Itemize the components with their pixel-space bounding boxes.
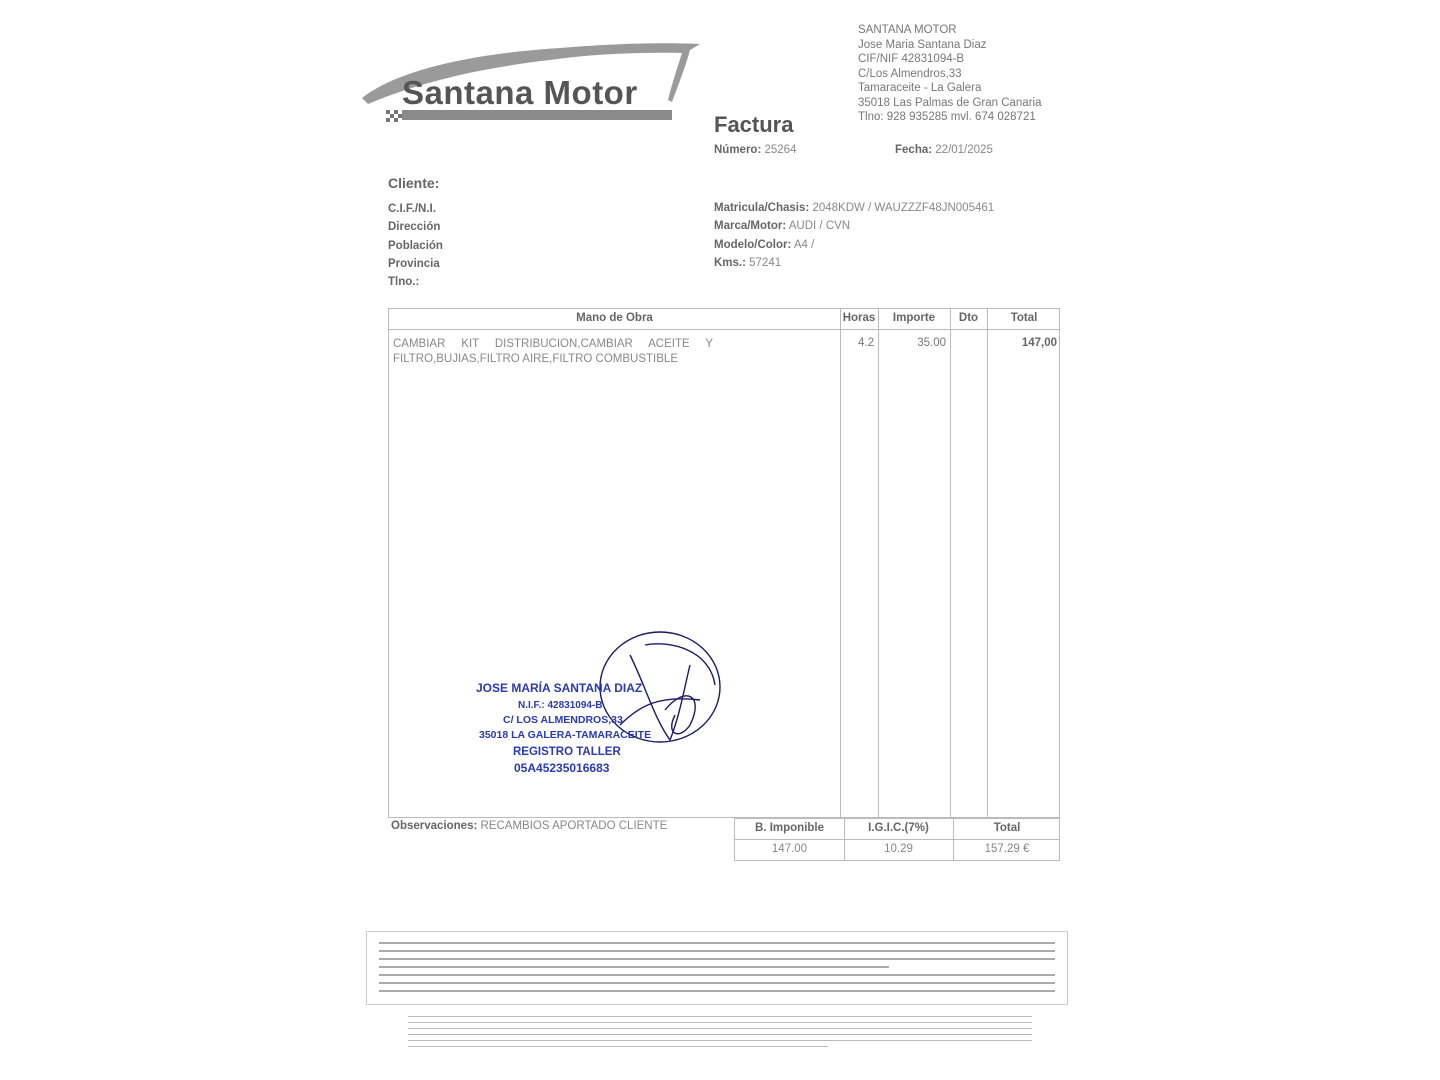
- line-item-amount: 35.00: [917, 337, 946, 349]
- vehicle-kms-label: Kms.:: [714, 256, 746, 269]
- client-heading: Cliente:: [388, 175, 440, 191]
- fine-print-line: [408, 1034, 1032, 1035]
- fine-print-line: [379, 942, 1055, 944]
- grand-total-value: 157.29 €: [984, 843, 1030, 855]
- invoice-date: [895, 144, 993, 156]
- fine-print-line: [379, 958, 1055, 960]
- company-line: Jose Maria Santana Diaz: [858, 38, 987, 51]
- client-phone-label: Tlno.:: [388, 276, 420, 289]
- column-divider: [840, 309, 841, 817]
- client-city-label: Población: [388, 239, 443, 252]
- tax-label: I.G.I.C.(7%): [868, 822, 929, 834]
- stamp-line: N.I.F.: 42831094-B: [518, 700, 603, 711]
- fine-print-line: [408, 1046, 828, 1047]
- fine-print-line: [379, 974, 1055, 976]
- invoice-date-label: Fecha:: [895, 144, 933, 156]
- line-item-hours: 4.2: [858, 337, 874, 349]
- company-line: C/Los Almendros,33: [858, 67, 962, 80]
- company-line: Tlno: 928 935285 mvl. 674 028721: [858, 111, 1036, 123]
- client-address-label: Dirección: [388, 221, 441, 234]
- fine-print-line: [408, 1016, 1032, 1017]
- vehicle-plate-value: 2048KDW / WAUZZZF48JN005461: [812, 202, 995, 214]
- company-logo: [360, 38, 705, 126]
- observations-label: Observaciones:: [391, 820, 478, 832]
- vehicle-model-value: A4 /: [793, 238, 815, 251]
- invoice-date-value: 22/01/2025: [935, 144, 993, 156]
- company-stamp: [470, 625, 730, 785]
- fine-print-line: [379, 966, 889, 968]
- base-value: 147.00: [771, 843, 808, 855]
- observations: [391, 820, 667, 832]
- tax-value: 10.29: [884, 843, 913, 855]
- company-info: [858, 23, 1041, 125]
- company-line: CIF/NIF 42831094-B: [858, 53, 965, 65]
- vehicle-model-label: Modelo/Color:: [714, 238, 792, 251]
- header-description: Mano de Obra: [576, 312, 653, 324]
- fine-print-line: [408, 1022, 1032, 1023]
- base-label: B. Imponible: [755, 822, 824, 834]
- fine-print-line: [379, 982, 1055, 984]
- invoice-number-value: 25264: [764, 144, 797, 156]
- stamp-line: 05A45235016683: [514, 761, 610, 775]
- header-amount: Importe: [892, 312, 936, 324]
- stamp-line: 35018 LA GALERA-TAMARACEITE: [479, 729, 652, 741]
- document-title: Factura: [714, 112, 794, 137]
- grand-total-label: Total: [993, 822, 1021, 834]
- header-discount: Dto: [958, 312, 979, 324]
- column-divider: [987, 309, 988, 817]
- stamp-line: C/ LOS ALMENDROS,33: [503, 714, 623, 726]
- stamp-line: REGISTRO TALLER: [513, 746, 621, 758]
- vehicle-fields: [714, 199, 994, 272]
- fine-print-line: [379, 950, 1055, 952]
- company-line: 35018 Las Palmas de Gran Canaria: [858, 96, 1042, 109]
- client-province-label: Provincia: [388, 257, 440, 270]
- vehicle-plate-label: Matricula/Chasis:: [714, 202, 810, 214]
- line-item-description: CAMBIAR KIT DISTRIBUCION,CAMBIAR ACEITE Y FILTRO,BUJIAS,FILTRO AIRE,FILTRO COMBUSTIBLE: [393, 338, 713, 365]
- invoice-number-label: Número:: [714, 144, 762, 156]
- company-line: SANTANA MOTOR: [858, 24, 957, 36]
- column-divider: [878, 309, 879, 817]
- fine-print-line: [408, 1040, 1032, 1041]
- data-protection-notice: [408, 1013, 1036, 1053]
- logo-text: Santana Motor: [402, 74, 638, 111]
- company-line: Tamaraceite - La Galera: [858, 82, 982, 94]
- legal-notice: [366, 931, 1068, 1005]
- totals-table: [734, 818, 1060, 861]
- vehicle-kms-value: 57241: [749, 256, 782, 269]
- vehicle-make-label: Marca/Motor:: [714, 220, 787, 233]
- client-fields: [388, 200, 443, 291]
- fine-print-line: [379, 990, 1055, 992]
- observations-value: RECAMBIOS APORTADO CLIENTE: [480, 820, 668, 832]
- column-divider: [950, 309, 951, 817]
- client-cif-label: C.I.F./N.I.: [388, 203, 436, 215]
- header-hours: Horas: [842, 312, 876, 324]
- stamp-line: JOSE MARÍA SANTANA DIAZ: [476, 681, 643, 695]
- vehicle-make-value: AUDI / CVN: [788, 220, 851, 233]
- header-total: Total: [1010, 312, 1038, 324]
- totals-divider: [735, 839, 1059, 840]
- invoice-number: [714, 144, 796, 156]
- line-item-total: 147,00: [1021, 337, 1057, 349]
- fine-print-line: [408, 1028, 1032, 1029]
